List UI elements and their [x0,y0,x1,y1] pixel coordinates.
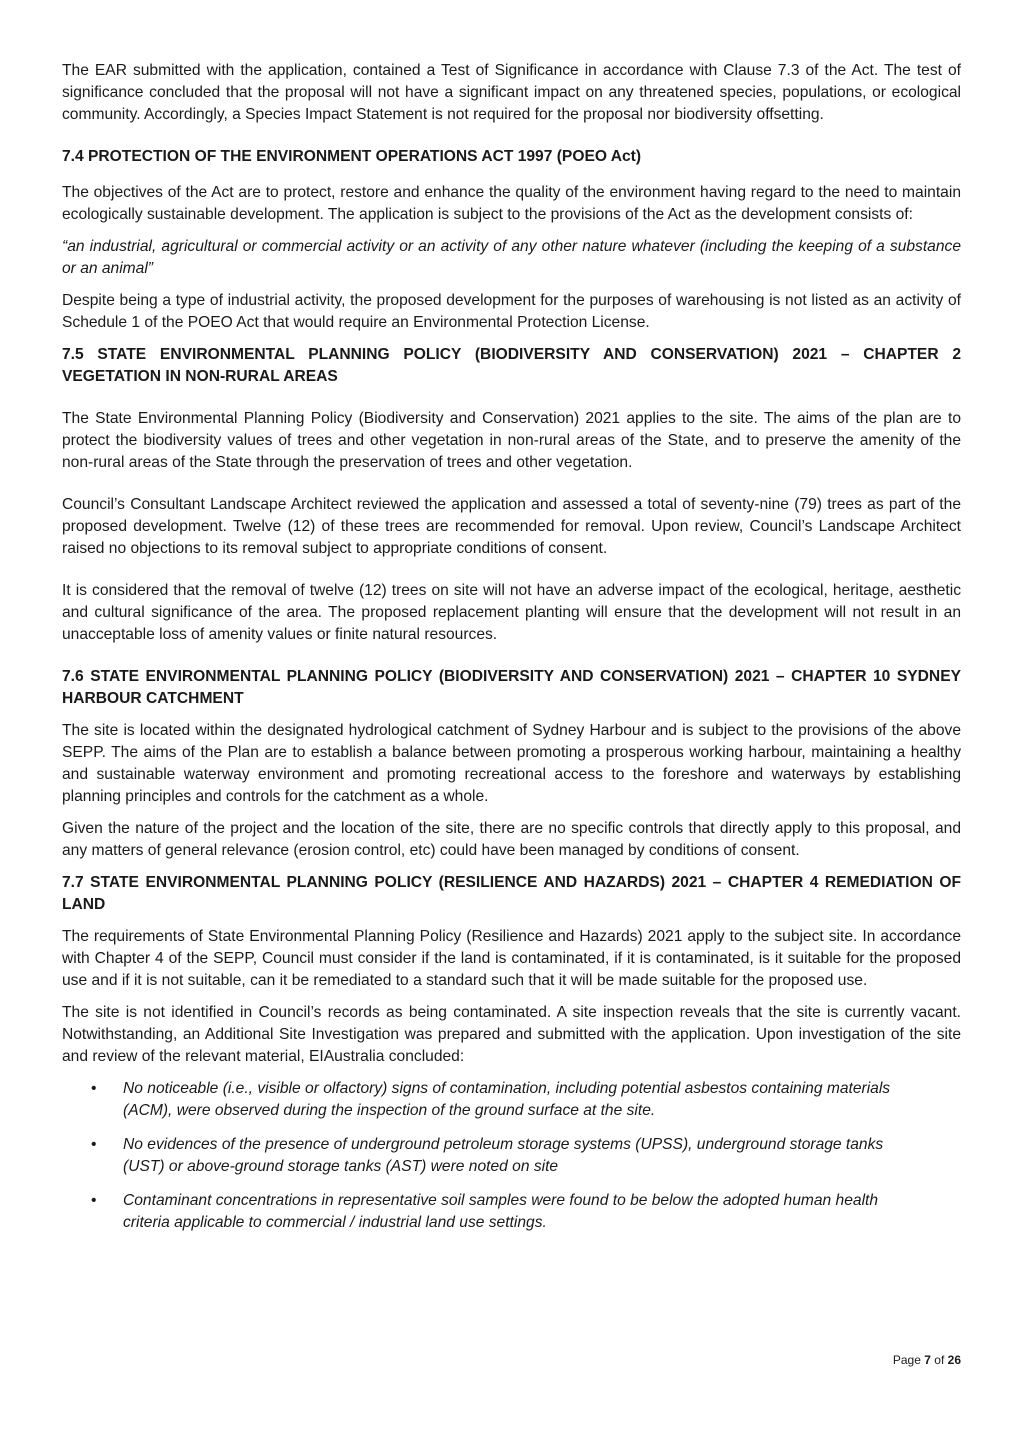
list-item-text: Contaminant concentrations in representative soil samples were found to be below the adopted human health criteria applicable to commercial / industrial land use settings. [123,1192,879,1231]
list-item-text: No evidences of the presence of underground petroleum storage systems (UPSS), underground storage tanks (UST) or above-ground storage tanks (AST) were noted on site [123,1136,884,1175]
page-footer [893,1353,961,1367]
intro-paragraph: The EAR submitted with the application, contained a Test of Significance in accordance with Clause 7.3 of the Act. The test of significance concluded that the proposal will not have a significant impact on any threatened species, populations, or ecological community. Accordingly, a Species Impact Statement is not required for the proposal nor biodiversity offsetting. [62,62,961,123]
bullet-icon: • [91,1192,97,1209]
findings-list [62,1078,961,1234]
section-7-5-paragraph-1: The State Environmental Planning Policy (Biodiversity and Conservation) 2021 applies to the site. The aims of the plan are to protect the biodiversity values of trees and other vegetation in non-rural areas of the State, and to preserve the amenity of the non-rural areas of the State through the preservation of trees and other vegetation. [62,410,961,471]
section-7-7-heading: 7.7 STATE ENVIRONMENTAL PLANNING POLICY (RESILIENCE AND HAZARDS) 2021 – CHAPTER 4 REMEDIATION OF LAND [62,874,961,913]
list-item [62,1134,891,1178]
section-7-4-paragraph-2: Despite being a type of industrial activity, the proposed development for the purposes of warehousing is not listed as an activity of Schedule 1 of the POEO Act that would require an Environmental Protection License. [62,292,961,331]
section-7-7-paragraph-2: The site is not identified in Council’s records as being contaminated. A site inspection reveals that the site is currently vacant. Notwithstanding, an Additional Site Investigation was prepared and submitted with the application. Upon investigation of the site and review of the relevant material, EIAustralia concluded: [62,1004,961,1065]
bullet-icon: • [91,1080,97,1097]
section-7-5-paragraph-3: It is considered that the removal of twelve (12) trees on site will not have an adverse impact of the ecological, heritage, aesthetic and cultural significance of the area. The proposed replacement planting will ensure that the development will not result in an unacceptable loss of amenity values or finite natural resources. [62,582,961,643]
section-7-6-paragraph-2: Given the nature of the project and the location of the site, there are no specific controls that directly apply to this proposal, and any matters of general relevance (erosion control, etc) could have been managed by conditions of consent. [62,820,961,859]
section-7-4-heading: 7.4 PROTECTION OF THE ENVIRONMENT OPERATIONS ACT 1997 (POEO Act) [62,148,642,165]
section-7-4-quote: “an industrial, agricultural or commercial activity or an activity of any other nature whatever (including the keeping of a substance or an animal” [62,238,961,277]
section-7-6-heading: 7.6 STATE ENVIRONMENTAL PLANNING POLICY (BIODIVERSITY AND CONSERVATION) 2021 – CHAPTER 10 SYDNEY HARBOUR CATCHMENT [62,668,961,707]
page-label: Page [892,1353,921,1367]
document-page [62,60,961,1246]
bullet-icon: • [91,1136,97,1153]
section-7-5-heading: 7.5 STATE ENVIRONMENTAL PLANNING POLICY (BIODIVERSITY AND CONSERVATION) 2021 – CHAPTER 2 VEGETATION IN NON-RURAL AREAS [62,346,961,385]
list-item [62,1190,891,1234]
section-7-7-paragraph-1: The requirements of State Environmental Planning Policy (Resilience and Hazards) 2021 apply to the subject site. In accordance with Chapter 4 of the SEPP, Council must consider if the land is contaminated, if it is contaminated, is it suitable for the proposed use and if it is not suitable, can it be remediated to a standard such that it will be made suitable for the proposed use. [62,928,961,989]
section-7-6-paragraph-1: The site is located within the designated hydrological catchment of Sydney Harbour and is subject to the provisions of the above SEPP. The aims of the Plan are to establish a balance between promoting a prosperous working harbour, maintaining a healthy and sustainable waterway environment and promoting recreational access to the foreshore and waterways by establishing planning principles and controls for the catchment as a whole. [62,722,961,805]
section-7-4-paragraph-1: The objectives of the Act are to protect, restore and enhance the quality of the environment having regard to the need to maintain ecologically sustainable development. The application is subject to the provisions of the Act as the development consists of: [62,184,961,223]
total-pages-number: 26 [947,1353,961,1367]
of-label: of [934,1353,945,1367]
list-item [62,1078,891,1122]
current-page-number: 7 [924,1353,931,1367]
list-item-text: No noticeable (i.e., visible or olfactory) signs of contamination, including potential asbestos containing materials (ACM), were observed during the inspection of the ground surface at the site. [123,1080,891,1119]
section-7-5-paragraph-2: Council’s Consultant Landscape Architect reviewed the application and assessed a total of seventy-nine (79) trees as part of the proposed development. Twelve (12) of these trees are recommended for removal. Upon review, Council’s Landscape Architect raised no objections to its removal subject to appropriate conditions of consent. [62,496,961,557]
